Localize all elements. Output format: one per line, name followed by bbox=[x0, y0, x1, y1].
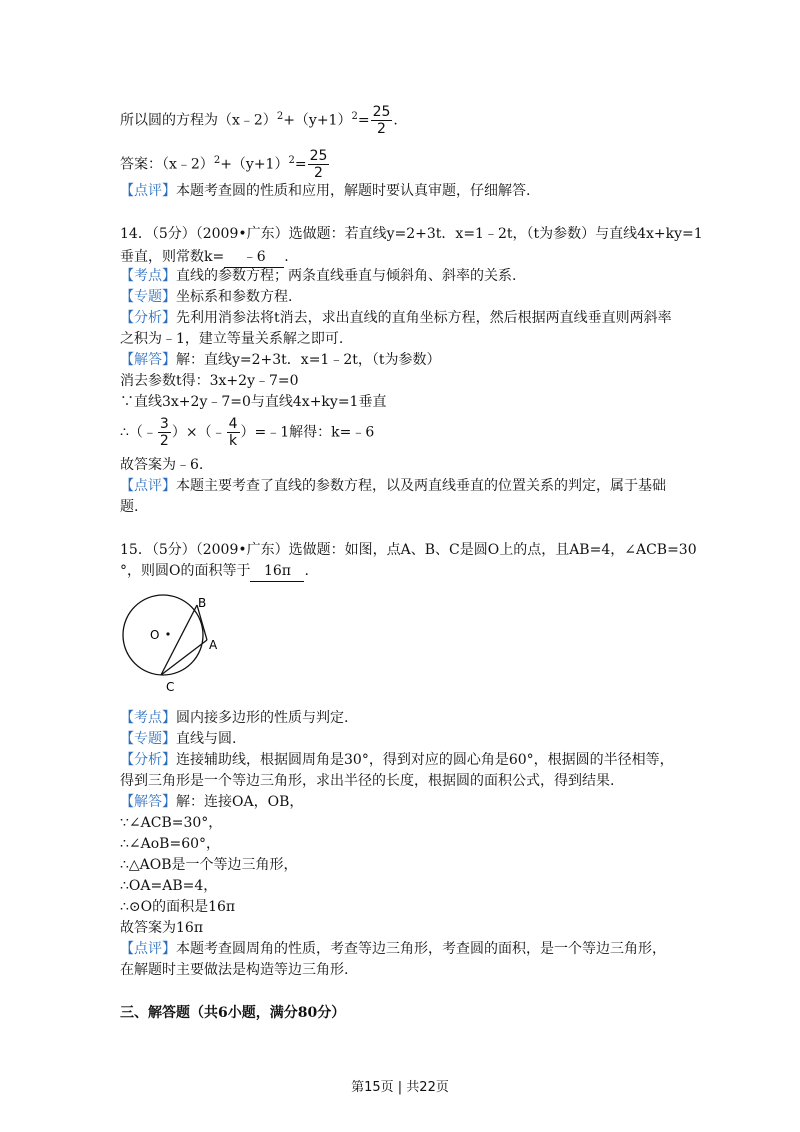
label-c: C bbox=[166, 680, 175, 694]
fraction-4-k: $\frac{4}{k}$ bbox=[228, 416, 238, 449]
q14-answer-blank: ﹣6 bbox=[224, 247, 284, 268]
q14-jieda-line3: ∵直线3x+2y﹣7=0与直线4x+ky=1垂直 bbox=[120, 394, 387, 410]
label-b: B bbox=[198, 596, 207, 610]
center-dot bbox=[166, 632, 169, 635]
fraction-3-2: $\frac{3}{2}$ bbox=[159, 416, 169, 449]
q14-jieda-line4: 故答案为﹣6. bbox=[120, 457, 204, 473]
q15-fenxi-line1: 【分析】连接辅助线，根据圆周角是30°，得到对应的圆心角是60°，根据圆的半径相等， bbox=[120, 752, 674, 768]
q15-jieda-line3: ∴∠AoB=60°， bbox=[120, 836, 221, 852]
q14-fenxi-line2: 之积为﹣1，建立等量关系解之即可. bbox=[120, 331, 344, 347]
q15-zhuanti: 【专题】直线与圆. bbox=[120, 731, 237, 747]
q15-jieda-line4: ∴△AOB是一个等边三角形， bbox=[120, 857, 298, 873]
page-footer: 第15页 | 共22页 bbox=[351, 1080, 449, 1095]
label-o: O bbox=[150, 628, 160, 642]
circle-figure bbox=[118, 594, 228, 696]
circle-equation-line: 所以圆的方程为$(x﹣2)^2+(y+1)^2=$ $\frac{25}{2}$ . bbox=[120, 104, 398, 137]
q15-jieda-line1: 【解答】解：连接OA，OB， bbox=[120, 794, 304, 810]
circle-o bbox=[123, 595, 203, 675]
q15-jieda-line6: ∴⊙O的面积是16π bbox=[120, 899, 236, 915]
q14-kaodian: 【考点】直线的参数方程；两条直线垂直与倾斜角、斜率的关系. bbox=[120, 268, 517, 284]
q15-dianping-line1: 【点评】本题考查圆周角的性质，考查等边三角形，考查圆的面积，是一个等边三角形， bbox=[120, 941, 666, 957]
q15-fenxi-line2: 得到三角形是一个等边三角形，求出半径的长度，根据圆的面积公式，得到结果. bbox=[120, 773, 615, 789]
chord-cb bbox=[161, 605, 197, 675]
fraction-25-2: $\frac{25}{2}$ bbox=[372, 104, 391, 137]
q14-dianping-line1: 【点评】本题主要考查了直线的参数方程，以及两直线垂直的位置关系的判定，属于基础 bbox=[120, 478, 666, 494]
q15-jieda-line2: ∵∠ACB=30°， bbox=[120, 815, 223, 831]
q15-kaodian: 【考点】圆内接多边形的性质与判定. bbox=[120, 710, 349, 726]
answer-line: 答案：$(x﹣2)^2+(y+1)^2=$ $\frac{25}{2}$ bbox=[120, 148, 328, 181]
comment-13: 【点评】本题考查圆的性质和应用，解题时要认真审题，仔细解答. bbox=[120, 183, 531, 199]
q15-dianping-line2: 在解题时主要做法是构造等边三角形. bbox=[120, 962, 349, 978]
q14-fenxi-line1: 【分析】先利用消参法将t消去，求出直线的直角坐标方程，然后根据两直线垂直则两斜率 bbox=[120, 310, 672, 326]
q14-jieda-line1: 【解答】解：直线y=2+3t．x=1﹣2t，（t为参数） bbox=[120, 352, 441, 368]
q15-jieda-line7: 故答案为16π bbox=[120, 920, 204, 936]
chord-ab bbox=[197, 605, 207, 640]
q15-jieda-line5: ∴OA=AB=4， bbox=[120, 878, 218, 894]
q14-dianping-line2: 题. bbox=[120, 499, 139, 515]
q14-calc-line: ∴（﹣ $\frac{3}{2}$ ）×（﹣ $\frac{4}{k}$ ）=﹣1解得：k=﹣6 bbox=[120, 416, 375, 449]
q14-stem-line1: 14．（5分）（2009•广东）选做题：若直线y=2+3t．x=1﹣2t，（t为参数）与直线4x+ky=1 bbox=[120, 226, 703, 242]
fraction-25-2: $\frac{25}{2}$ bbox=[309, 148, 328, 181]
q15-answer-blank: 16π bbox=[250, 561, 304, 582]
label-a: A bbox=[209, 638, 218, 652]
q15-stem-line2: °，则圆O的面积等于 16π . bbox=[120, 561, 309, 582]
q15-stem-line1: 15．（5分）（2009•广东）选做题：如图，点A、B、C是圆O上的点，且AB=4，∠ACB=30 bbox=[120, 542, 697, 558]
q14-stem-line2: 垂直，则常数k= ﹣6 . bbox=[120, 247, 289, 268]
q14-jieda-line2: 消去参数t得：3x+2y﹣7=0 bbox=[120, 373, 299, 389]
q14-zhuanti: 【专题】坐标系和参数方程. bbox=[120, 289, 293, 305]
section-heading: 三、解答题（共6小题，满分80分） bbox=[120, 1005, 346, 1021]
